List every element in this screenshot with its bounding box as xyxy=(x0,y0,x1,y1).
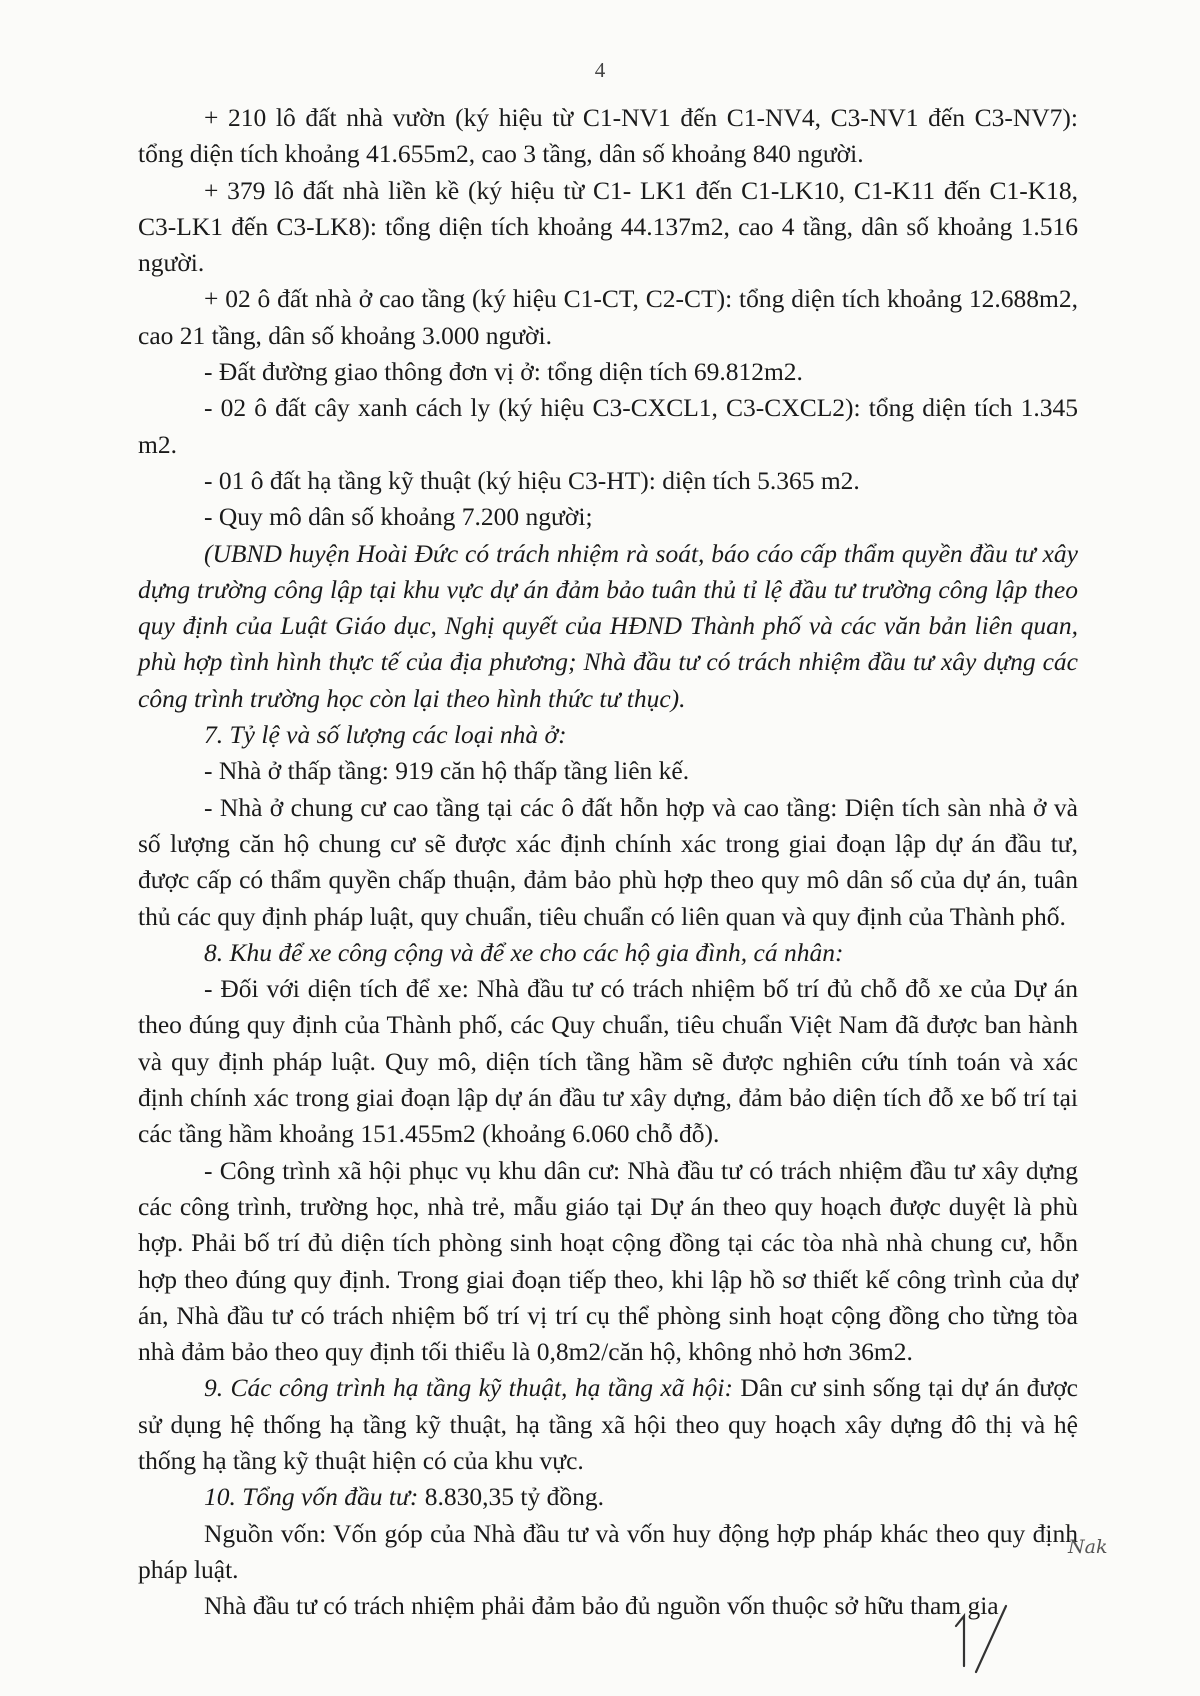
section-10-heading: 10. Tổng vốn đầu tư: xyxy=(204,1482,419,1512)
paragraph-green-buffer: - 02 ô đất cây xanh cách ly (ký hiệu C3-CXCL1, C3-CXCL2): tổng diện tích 1.345 m2. xyxy=(138,393,1078,459)
document-body xyxy=(138,100,1078,1624)
section-8-heading: 8. Khu để xe công cộng và để xe cho các hộ gia đình, cá nhân: xyxy=(204,937,844,967)
paragraph-garden-lots: + 210 lô đất nhà vườn (ký hiệu từ C1-NV1 đến C1-NV4, C3-NV1 đến C3-NV7): tổng diện tích khoảng 41.655m2, cao 3 tầng, dân số khoảng 840 người. xyxy=(138,103,1078,169)
section-10-body: 8.830,35 tỷ đồng. xyxy=(418,1482,604,1512)
paragraph-funding-source: Nguồn vốn: Vốn góp của Nhà đầu tư và vốn huy động hợp pháp khác theo quy định pháp luật. xyxy=(138,1518,1078,1584)
paragraph-roads: - Đất đường giao thông đơn vị ở: tổng diện tích 69.812m2. xyxy=(204,357,803,387)
paragraph-population: - Quy mô dân số khoảng 7.200 người; xyxy=(204,502,593,532)
paragraph-highrise-lots: + 02 ô đất nhà ở cao tầng (ký hiệu C1-CT, C2-CT): tổng diện tích khoảng 12.688m2, cao 21 tầng, dân số khoảng 3.000 người. xyxy=(138,284,1078,350)
section-9-body: Dân cư sinh sống tại dự án được sử dụng hệ thống hạ tầng kỹ thuật, hạ tầng xã hội theo quy hoạch xây dựng đô thị và hệ thống hạ tầng kỹ thuật hiện có của khu vực. xyxy=(138,1373,1078,1475)
paragraph-school-note: (UBND huyện Hoài Đức có trách nhiệm rà soát, báo cáo cấp thẩm quyền đầu tư xây dựng trường công lập tại khu vực dự án đảm bảo tuân thủ tỉ lệ đầu tư trường công lập theo quy định của Luật Giáo dục, Nghị quyết của HĐND Thành phố và các văn bản liên quan, phù hợp tình hình thực tế của địa phương; Nhà đầu tư có trách nhiệm đầu tư xây dựng các công trình trường học còn lại theo hình thức tư thục). xyxy=(138,538,1078,713)
page-number: 4 xyxy=(594,58,606,82)
paragraph-parking: - Đối với diện tích để xe: Nhà đầu tư có trách nhiệm bố trí đủ chỗ đỗ xe của Dự án theo đúng quy định của Thành phố, các Quy chuẩn, tiêu chuẩn Việt Nam đã được ban hành và quy định pháp luật. Quy mô, diện tích tầng hầm sẽ được nghiên cứu tính toán và xác định chính xác trong giai đoạn lập dự án đầu tư xây dựng, đảm bảo diện tích đỗ xe bố trí tại các tầng hầm khoảng 151.455m2 (khoảng 6.060 chỗ đỗ). xyxy=(138,974,1078,1149)
handwritten-mark-icon xyxy=(950,1600,1020,1680)
section-7-heading: 7. Tỷ lệ và số lượng các loại nhà ở: xyxy=(204,720,567,750)
paragraph-lowrise-housing: - Nhà ở thấp tầng: 919 căn hộ thấp tầng liên kế. xyxy=(204,756,690,786)
paragraph-last-line: Nhà đầu tư có trách nhiệm phải đảm bảo đủ nguồn vốn thuộc sở hữu tham gia xyxy=(204,1591,999,1621)
section-9 xyxy=(138,1370,1078,1479)
paragraph-technical-infra: - 01 ô đất hạ tầng kỹ thuật (ký hiệu C3-HT): diện tích 5.365 m2. xyxy=(204,465,860,495)
paragraph-townhouse-lots: + 379 lô đất nhà liền kề (ký hiệu từ C1- LK1 đến C1-LK10, C1-K11 đến C1-K18, C3-LK1 đến C3-LK8): tổng diện tích khoảng 44.137m2, cao 4 tầng, dân số khoảng 1.516 người. xyxy=(138,175,1078,278)
paragraph-social-works: - Công trình xã hội phục vụ khu dân cư: Nhà đầu tư có trách nhiệm đầu tư xây dựng các công trình, trường học, nhà trẻ, mẫu giáo tại Dự án theo quy hoạch được duyệt là phù hợp. Phải bố trí đủ diện tích phòng sinh hoạt cộng đồng tại các tòa nhà nhà chung cư, hỗn hợp theo đúng quy định. Trong giai đoạn tiếp theo, khi lập hồ sơ thiết kế công trình của dự án, Nhà đầu tư có trách nhiệm bố trí vị trí cụ thể phòng sinh hoạt cộng đồng cho từng tòa nhà đảm bảo theo quy định tối thiểu là 0,8m2/căn hộ, không nhỏ hơn 36m2. xyxy=(138,1155,1078,1367)
section-9-heading: 9. Các công trình hạ tầng kỹ thuật, hạ tầng xã hội: xyxy=(204,1373,733,1403)
section-10 xyxy=(138,1479,1078,1515)
paragraph-apartments: - Nhà ở chung cư cao tầng tại các ô đất hỗn hợp và cao tầng: Diện tích sàn nhà ở và số lượng căn hộ chung cư sẽ được xác định chính xác trong giai đoạn lập dự án đầu tư, được cấp có thẩm quyền chấp thuận, đảm bảo phù hợp theo quy mô dân số của dự án, tuân thủ các quy định pháp luật, quy chuẩn, tiêu chuẩn có liên quan và quy định của Thành phố. xyxy=(138,792,1078,931)
handwritten-initials: Nak xyxy=(1068,1536,1108,1558)
